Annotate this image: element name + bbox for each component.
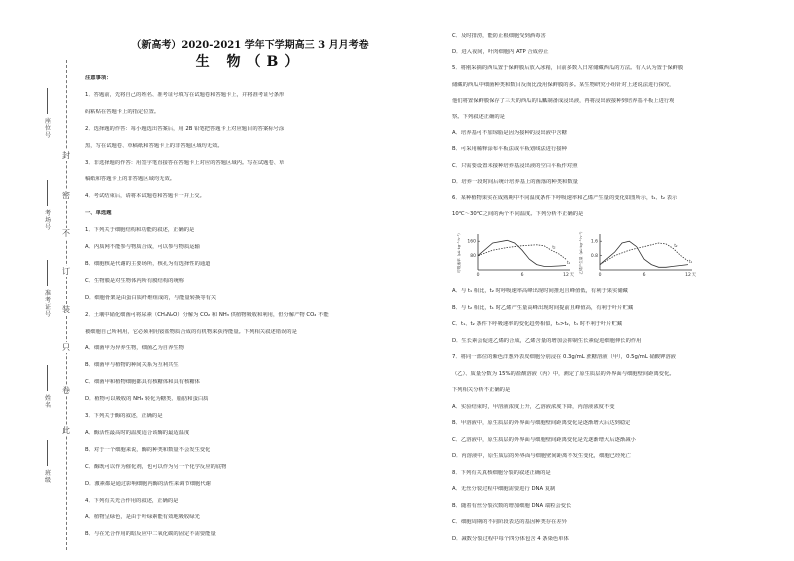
text-line: D．减数分裂过程中每个四分体包含 4 条染色单体 (452, 535, 569, 542)
text-line: 10℃～30℃之间的两个不同温度。下列分析不正确的是 (452, 211, 584, 218)
text-line: D．细胞骨架是由蛋白质纤维组成的，与能量转换等有关 (85, 294, 217, 301)
exam-subtitle: 生 物（B） (195, 54, 305, 70)
x-tick-label: 12 (563, 273, 569, 278)
text-line: （乙）、质量分数为 15%的盐酸溶液（丙）中，测定了原生质层的外界面与细胞壁间距离变化。 (452, 370, 675, 377)
text-line: B．对于一个细胞来说，酶的种类和数量不会发生变化 (85, 446, 211, 453)
exam-title: （新高考）2020-2021 学年下学期高三 3 月月考卷 (131, 40, 369, 51)
seal-char: 此 (62, 426, 70, 435)
y-tick-label: 80 (470, 254, 476, 260)
section-heading: 一、单选题 (85, 210, 112, 217)
field-write-line[interactable] (47, 88, 48, 114)
x-unit-label: 天 (569, 273, 574, 278)
y-tick-label: 160 (467, 239, 476, 245)
text-line: 察。下列叙述正确的是 (452, 114, 505, 120)
field-label: 姓 名 (44, 395, 51, 409)
y-axis-label: 乙烯产生量（μL·kg⁻¹·h⁻¹） (579, 229, 583, 275)
text-line: 他们将置保鲜膜保存了三天的西瓜的瓜瓤制备成浸出液，再将浸出液接种到培养基平板上进行观 (452, 97, 675, 104)
seal-char: 装 (62, 305, 70, 314)
binding-gutter (0, 0, 70, 561)
field-label: 班 级 (44, 470, 51, 484)
seal-char: 只 (62, 343, 70, 352)
text-line: D．激素都是通过影响细胞内酶的活性来调节细胞代谢 (85, 480, 211, 487)
field-write-line[interactable] (47, 180, 48, 206)
seal-char: 密 (62, 191, 70, 200)
text-line: B．与 t₂ 相比，t₁ 时乙烯产生量高峰出现时间提前且峰值高，有利于叶片贮藏 (452, 304, 634, 311)
text-line: C．酶既可以作为催化剂，也可以作为另一个化学反应的底物 (85, 463, 227, 470)
text-line: B．可采用稀释涂布平板法或平板划线法进行接种 (452, 146, 567, 153)
text-line: A．培养基可不加琼脂是因为接种的浸出液中含糖 (452, 130, 567, 137)
text-line: A．植物呈绿色，是由于叶绿素能有效地吸收绿光 (85, 514, 200, 521)
text-line: A．酶活性最高时的温度适合该酶的最适温度 (85, 429, 190, 436)
section-heading: 注意事项： (85, 75, 112, 81)
text-line: 码粘贴在答题卡上的指定位置。 (85, 108, 160, 115)
ethylene-chart (578, 228, 698, 280)
x-tick-label: 12 (685, 273, 691, 278)
text-line: 黑，写在试题卷、草稿纸和答题卡上的非答题区域均无效。 (85, 142, 223, 149)
text-line: 8．下列有关真核细胞分裂的叙述正确的是 (452, 469, 551, 476)
text-line: 储藏的西瓜中细菌种类和数目反而比没用保鲜膜的多。某生物研究小组针对上述说法进行探究， (452, 81, 675, 88)
respiration-rate-chart (456, 228, 576, 280)
series-label: t₂ (674, 242, 678, 248)
text-line: 7．将同一部位的紫色洋葱外表皮细胞分别浸在 0.3g/mL 蔗糖溶液（甲），0.5g/mL 硝酸钾溶液 (452, 354, 676, 360)
y-tick-label: 0.8 (590, 254, 598, 260)
series-label: t₁ (689, 259, 693, 265)
field-write-line[interactable] (47, 365, 48, 391)
text-line: 1．答题前，先将自己的姓名、准考证号填写在试题卷和答题卡上，并将准考证号条形 (85, 91, 285, 98)
field-write-line[interactable] (47, 260, 48, 286)
x-tick-label: 6 (642, 273, 646, 278)
x-tick-label: 0 (598, 273, 602, 278)
text-line: B．细胞核是代谢的主要场所，核孔为有选择性的通道 (85, 260, 211, 267)
text-line: C．生物膜是对生物体内所有膜结构的统称 (85, 277, 185, 284)
field-label: 准 考 证 号 (44, 290, 51, 318)
text-line: 1．下列关于细胞结构和功能的叙述，正确的是 (85, 227, 195, 234)
seal-char: 订 (62, 267, 70, 276)
respiration-chart-svg (456, 228, 576, 280)
text-line: C．t₁、t₂ 条件下呼吸速率的变化趋势相似，t₁>t₂，t₁ 时不利于叶片贮藏 (452, 321, 623, 327)
text-line: B．随着有丝分裂次数的增加细胞 DNA 端粒会变长 (452, 502, 572, 509)
seal-char: 不 (62, 229, 70, 238)
text-line: C．及时排涝，能防止根细胞受到酒毒害 (452, 33, 546, 39)
text-line: 3．非选择题的作答：用签字笔直接答在答题卡上对应的答题区域内。写在试题卷、草 (85, 159, 285, 166)
text-line: A．内质网不能参与物质合成，可以参与物质运输 (85, 244, 200, 250)
text-line: 稿纸和答题卡上的非答题区域均无效。 (85, 176, 176, 183)
text-line: C．乙溶液中，原生质层的外界面与细胞壁间距离变化是先逐渐增大后逐渐减小 (452, 436, 636, 443)
text-line: 3．下列关于酶的叙述，正确的是 (85, 413, 163, 419)
field-write-line[interactable] (47, 440, 48, 466)
text-line: C．细菌甲和植物细胞都具有核糖体和具有核糖体 (85, 379, 200, 386)
text-line: A．细菌甲为异养生物，细菌乙为自养生物 (85, 345, 184, 352)
text-line: 2．土壤中硝化细菌可将尿素（CH₄N₂O）分解为 CO₂ 和 NH₃ 供植物吸收和利用，但分解产物 CO₂ 不能 (85, 311, 329, 318)
text-line: B．细菌甲与植物的种间关系为互利共生 (85, 362, 179, 369)
text-line: 6．某种植物果实在成熟期中不同温度条件下呼吸速率和乙烯产生量的变化如图所示，t₁、t₂ 表示 (452, 195, 678, 201)
seal-char: 封 (62, 151, 70, 160)
text-line: C．细胞周期的不同阶段表达的基因种类存在差异 (452, 519, 567, 525)
x-unit-label: 天 (691, 273, 696, 278)
text-line: C．只需要设置未接种培养基浸出液的空白平板作对照 (452, 162, 578, 169)
series-label: t₂ (552, 244, 556, 250)
text-line: B．与在光合作用的暗反应中二氧化碳的固定不需要能量 (85, 531, 216, 538)
text-line: 5．将刚采摘的西瓜置于保鲜膜后放入冰箱，目前多数人日常储藏西瓜的方法。有人认为置于保鲜膜 (452, 65, 684, 72)
ethylene-chart-svg (578, 228, 698, 280)
y-tick-label: 1.6 (590, 239, 598, 245)
text-line: D．生长素会促进乙烯的合成，乙烯含量的增加会抑制生长素促进细胞伸长的作用 (452, 337, 642, 344)
seal-char: 卷 (62, 386, 70, 395)
series-label: t₁ (567, 260, 571, 265)
text-line: B．甲溶液中，原生质层的外界面与细胞壁间距离变化是逐渐增大后达到稳定 (452, 420, 631, 426)
text-line: D．丙溶液中，原生质层的外界面与细胞壁间距离不发生变化，细胞已经死亡 (452, 453, 631, 459)
text-line: D．进入夜间，叶肉细胞内 ATP 合成停止 (452, 49, 549, 56)
text-line: A．无丝分裂过程中细胞需要进行 DNA 复制 (452, 486, 556, 492)
x-tick-label: 6 (520, 273, 524, 278)
text-line: D．植物可以吸收的 NH₃ 转化为糖类、脂肪和蛋白质 (85, 396, 209, 403)
field-label: 座 位 号 (44, 118, 51, 139)
text-line: 4．下列有关光合作用的叙述，正确的是 (85, 497, 179, 504)
field-label: 考 场 号 (44, 210, 51, 231)
text-line: A．实验结束时，甲溶液浓度上升，乙溶液浓度下降，丙溶液浓度不变 (452, 403, 615, 410)
text-line: 下列相关分析不正确的是 (452, 387, 511, 393)
text-line: A．与 t₁ 相比，t₂ 时呼吸速率高峰出现时间推迟且峰值低，有利于果实储藏 (452, 288, 628, 294)
x-tick-label: 0 (476, 273, 480, 278)
text-line: 2．选择题的作答：每小题选出答案后，用 2B 铅笔把答题卡上对应题目的答案标号涂 (85, 125, 285, 132)
text-line: 被细胞自己所利用，它必须利用铵盐物质合成的有机物来获得能量。下列相关叙述错误的是 (85, 328, 297, 335)
text-line: 4．考试结束后，请将本试题卷和答题卡一并上交。 (85, 193, 205, 200)
y-axis-label: 呼吸速率（μL·kg⁻¹·h⁻¹） (457, 231, 461, 273)
text-line: D．培养一段时间后统计培养基上的菌落的种类和数量 (452, 178, 578, 185)
